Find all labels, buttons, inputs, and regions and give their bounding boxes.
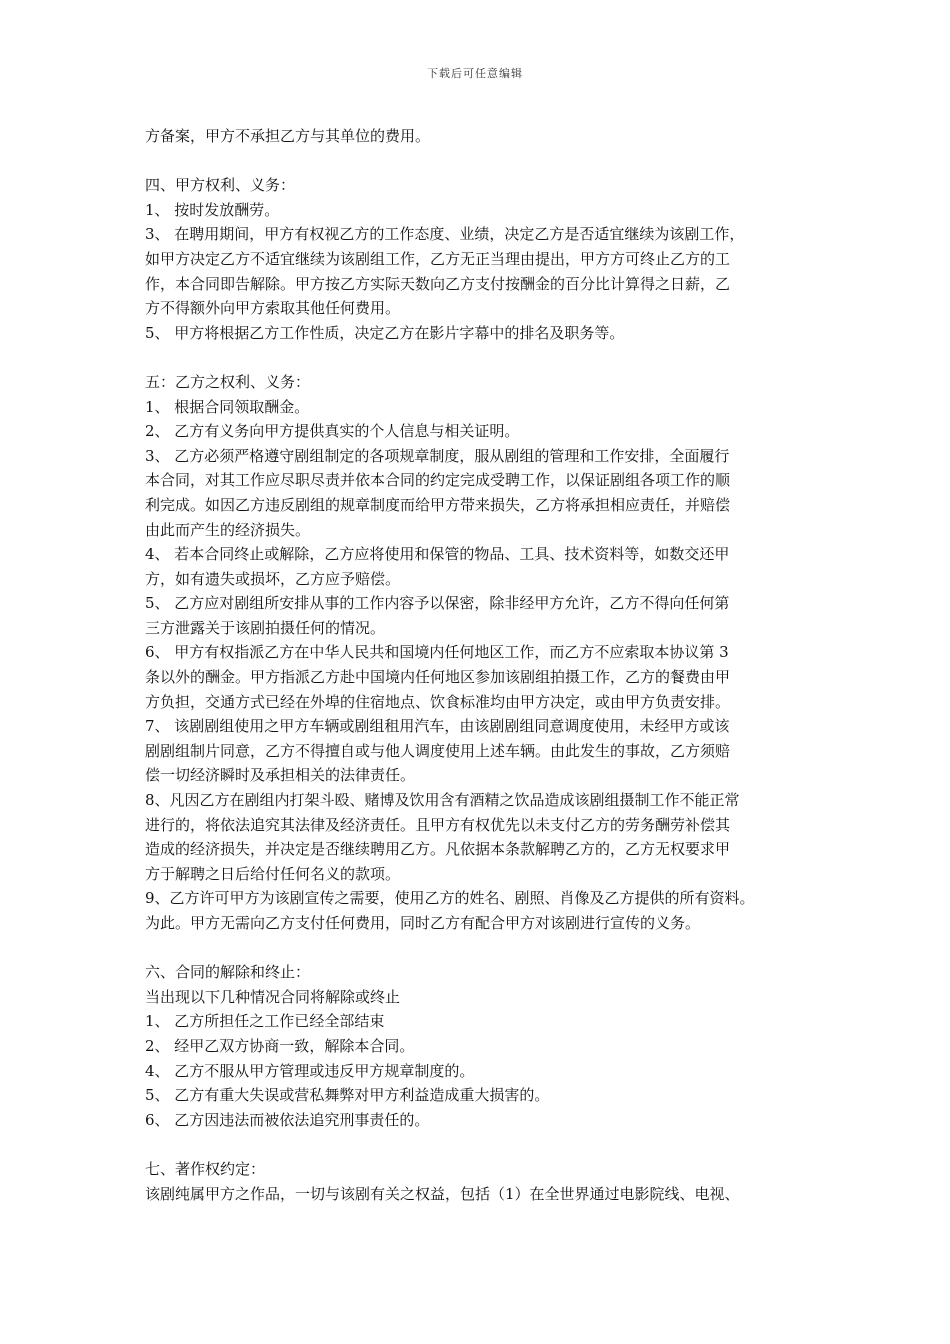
text-line: 四、甲方权利、义务： — [145, 176, 296, 195]
text-line: 1、 根据合同领取酬金。 — [145, 397, 310, 416]
text-line: 六、合同的解除和终止： — [145, 963, 311, 982]
text-line: 剧剧组制片同意，乙方不得擅自或与他人调度使用上述车辆。由此发生的事故，乙方须赔 — [145, 741, 731, 760]
text-line: 1、 乙方所担任之工作已经全部结束 — [145, 1012, 385, 1031]
text-line: 6、 甲方有权指派乙方在中华人民共和国境内任何地区工作，而乙方不应索取本协议第 3 — [145, 643, 729, 662]
blank-line — [145, 345, 820, 370]
text-line: 方于解聘之日后给付任何名义的款项。 — [145, 864, 401, 883]
text-line: 如甲方决定乙方不适宜继续为该剧组工作，乙方无正当理由提出，甲方方可终止乙方的工 — [145, 249, 731, 268]
text-line: 五：乙方之权利、义务： — [145, 372, 311, 391]
text-line: 4、 乙方不服从甲方管理或违反甲方规章制度的。 — [145, 1061, 475, 1080]
blank-line — [145, 936, 820, 961]
text-line: 3、 在聘用期间，甲方有权视乙方的工作态度、业绩，决定乙方是否适宜继续为该剧工作， — [145, 225, 745, 244]
text-line: 2、 乙方有义务向甲方提供真实的个人信息与相关证明。 — [145, 422, 520, 441]
text-line: 6、 乙方因违法而被依法追究刑事责任的。 — [145, 1110, 430, 1129]
text-line: 1、 按时发放酬劳。 — [145, 200, 280, 219]
text-line: 条以外的酬金。甲方指派乙方赴中国境内任何地区参加该剧组拍摄工作，乙方的餐费由甲 — [145, 668, 731, 687]
text-line: 造成的经济损失，并决定是否继续聘用乙方。凡依据本条款解聘乙方的，乙方无权要求甲 — [145, 840, 731, 859]
text-line: 8、凡因乙方在剧组内打架斗殴、赌博及饮用含有酒精之饮品造成该剧组摄制工作不能正常 — [145, 791, 740, 810]
text-line: 9、乙方许可甲方为该剧宣传之需要，使用乙方的姓名、剧照、肖像及乙方提供的所有资料。 — [145, 889, 755, 908]
text-line: 偿一切经济瞬时及承担相关的法律责任。 — [145, 766, 416, 785]
page-header-note: 下载后可任意编辑 — [427, 67, 523, 80]
text-line: 为此。甲方无需向乙方支付任何费用，同时乙方有配合甲方对该剧进行宣传的义务。 — [145, 914, 701, 932]
text-line: 利完成。如因乙方违反剧组的规章制度而给甲方带来损失，乙方将承担相应责任，并赔偿 — [145, 495, 731, 514]
blank-line — [145, 149, 820, 174]
text-line: 当出现以下几种情况合同将解除或终止 — [145, 987, 401, 1006]
blank-line — [145, 1132, 820, 1157]
text-line: 三方泄露关于该剧拍摄任何的情况。 — [145, 618, 386, 637]
text-line: 七、著作权约定： — [145, 1159, 266, 1178]
text-line: 方备案，甲方不承担乙方与其单位的费用。 — [145, 127, 431, 145]
text-line: 作，本合同即告解除。甲方按乙方实际天数向乙方支付按酬金的百分比计算得之日薪，乙 — [145, 274, 731, 293]
text-line: 本合同，对其工作应尽职尽责并依本合同的约定完成受聘工作，以保证剧组各项工作的顺 — [145, 471, 731, 490]
text-line: 由此而产生的经济损失。 — [145, 520, 311, 539]
text-line: 4、 若本合同终止或解除，乙方应将使用和保管的物品、工具、技术资料等，如数交还甲 — [145, 545, 730, 564]
text-line: 2、 经甲乙双方协商一致，解除本合同。 — [145, 1036, 415, 1055]
text-line: 5、 甲方将根据乙方工作性质，决定乙方在影片字幕中的排名及职务等。 — [145, 323, 625, 342]
text-line: 3、 乙方必须严格遵守剧组制定的各项规章制度，服从剧组的管理和工作安排，全面履行 — [145, 446, 730, 465]
text-line: 进行的，将依法追究其法律及经济责任。且甲方有权优先以未支付乙方的劳务酬劳补偿其 — [145, 815, 731, 834]
text-line: 5、 乙方应对剧组所安排从事的工作内容予以保密，除非经甲方允许，乙方不得向任何第 — [145, 594, 730, 613]
text-line: 方负担，交通方式已经在外埠的住宿地点、饮食标准均由甲方决定，或由甲方负责安排。 — [145, 692, 731, 711]
text-line: 该剧纯属甲方之作品，一切与该剧有关之权益，包括（1）在全世界通过电影院线、电视、 — [145, 1184, 740, 1203]
text-line: 方，如有遗失或损坏，乙方应予赔偿。 — [145, 569, 401, 588]
text-line: 方不得额外向甲方索取其他任何费用。 — [145, 299, 401, 318]
text-line: 7、 该剧剧组使用之甲方车辆或剧组租用汽车，由该剧剧组同意调度使用，未经甲方或该 — [145, 717, 730, 736]
document-body — [145, 124, 820, 1206]
text-line: 5、 乙方有重大失误或营私舞弊对甲方利益造成重大损害的。 — [145, 1086, 550, 1105]
